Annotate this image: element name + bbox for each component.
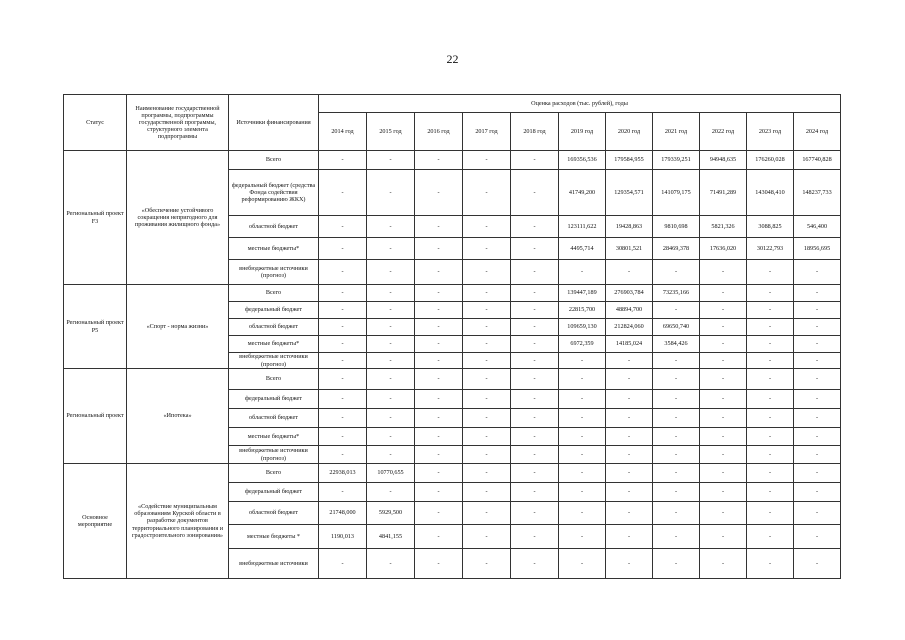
value-cell: - — [367, 285, 415, 302]
value-cell: - — [794, 302, 841, 319]
value-cell: - — [794, 483, 841, 502]
section-status: Основное мероприятие — [64, 464, 127, 579]
value-cell: - — [415, 170, 463, 216]
value-cell: - — [367, 369, 415, 390]
value-cell: - — [700, 302, 747, 319]
value-cell: 212824,060 — [606, 319, 653, 336]
funding-source: областной бюджет — [229, 319, 319, 336]
value-cell: - — [319, 390, 367, 409]
value-cell: - — [415, 369, 463, 390]
value-cell: - — [606, 353, 653, 369]
value-cell: - — [511, 285, 559, 302]
value-cell: 18956,695 — [794, 238, 841, 260]
funding-source: внебюджетные источники (прогноз) — [229, 446, 319, 464]
value-cell: - — [463, 525, 511, 549]
value-cell: - — [559, 502, 606, 525]
value-cell: - — [700, 428, 747, 446]
value-cell: - — [319, 170, 367, 216]
header-name: Наименование государственной программы, подпрограммы государственной программы, структурного элемента подпрограммы — [127, 95, 229, 151]
header-year: 2018 год — [511, 113, 559, 151]
value-cell: - — [606, 428, 653, 446]
funding-source: внебюджетные источники (прогноз) — [229, 260, 319, 285]
funding-source: федеральный бюджет (средства Фонда содействия реформированию ЖКХ) — [229, 170, 319, 216]
value-cell: - — [415, 549, 463, 579]
value-cell: - — [559, 390, 606, 409]
header-sources: Источники финансирования — [229, 95, 319, 151]
value-cell: - — [415, 464, 463, 483]
value-cell: - — [367, 428, 415, 446]
value-cell: - — [415, 238, 463, 260]
value-cell: - — [319, 319, 367, 336]
value-cell: - — [463, 353, 511, 369]
value-cell: - — [747, 428, 794, 446]
funding-source: местные бюджеты* — [229, 238, 319, 260]
value-cell: - — [463, 170, 511, 216]
value-cell: - — [367, 549, 415, 579]
value-cell: - — [319, 285, 367, 302]
value-cell: - — [794, 336, 841, 353]
value-cell: - — [415, 446, 463, 464]
value-cell: - — [794, 464, 841, 483]
value-cell: - — [415, 260, 463, 285]
funding-source: Всего — [229, 464, 319, 483]
header-year: 2023 год — [747, 113, 794, 151]
value-cell: 276903,784 — [606, 285, 653, 302]
value-cell: - — [700, 502, 747, 525]
value-cell: - — [653, 464, 700, 483]
value-cell: 129354,571 — [606, 170, 653, 216]
value-cell: - — [319, 483, 367, 502]
value-cell: 179584,955 — [606, 151, 653, 170]
value-cell: - — [794, 446, 841, 464]
value-cell: - — [415, 428, 463, 446]
value-cell: - — [463, 483, 511, 502]
value-cell: - — [747, 319, 794, 336]
value-cell: - — [319, 238, 367, 260]
value-cell: - — [511, 170, 559, 216]
value-cell: - — [511, 446, 559, 464]
value-cell: 69650,740 — [653, 319, 700, 336]
value-cell: - — [319, 549, 367, 579]
header-row-1 — [64, 95, 841, 113]
header-year: 2015 год — [367, 113, 415, 151]
value-cell: - — [606, 260, 653, 285]
value-cell: - — [463, 151, 511, 170]
value-cell: - — [606, 502, 653, 525]
funding-source: Всего — [229, 369, 319, 390]
value-cell: - — [367, 353, 415, 369]
funding-source: федеральный бюджет — [229, 302, 319, 319]
table-row — [64, 151, 841, 170]
value-cell: - — [463, 216, 511, 238]
value-cell: 22815,700 — [559, 302, 606, 319]
value-cell: 123111,622 — [559, 216, 606, 238]
value-cell: - — [367, 302, 415, 319]
value-cell: - — [319, 302, 367, 319]
value-cell: - — [794, 319, 841, 336]
value-cell: - — [747, 549, 794, 579]
value-cell: - — [747, 302, 794, 319]
value-cell: - — [747, 464, 794, 483]
value-cell: - — [463, 390, 511, 409]
value-cell: - — [511, 319, 559, 336]
value-cell: - — [653, 390, 700, 409]
value-cell: - — [367, 409, 415, 428]
value-cell: - — [606, 446, 653, 464]
value-cell: - — [747, 336, 794, 353]
value-cell: - — [463, 285, 511, 302]
value-cell: - — [511, 353, 559, 369]
value-cell: - — [559, 353, 606, 369]
value-cell: 5929,500 — [367, 502, 415, 525]
value-cell: - — [794, 549, 841, 579]
value-cell: - — [511, 525, 559, 549]
value-cell: - — [511, 390, 559, 409]
value-cell: - — [653, 502, 700, 525]
value-cell: - — [700, 369, 747, 390]
value-cell: - — [559, 483, 606, 502]
table-row — [64, 369, 841, 390]
value-cell: 71491,289 — [700, 170, 747, 216]
value-cell: - — [653, 260, 700, 285]
value-cell: - — [319, 428, 367, 446]
value-cell: - — [653, 409, 700, 428]
value-cell: - — [415, 525, 463, 549]
value-cell: - — [794, 428, 841, 446]
value-cell: - — [463, 464, 511, 483]
value-cell: - — [794, 260, 841, 285]
funding-source: местные бюджеты * — [229, 525, 319, 549]
value-cell: - — [700, 285, 747, 302]
value-cell: 73235,166 — [653, 285, 700, 302]
value-cell: - — [463, 446, 511, 464]
value-cell: 546,400 — [794, 216, 841, 238]
value-cell: 167740,828 — [794, 151, 841, 170]
funding-source: местные бюджеты* — [229, 428, 319, 446]
value-cell: - — [511, 302, 559, 319]
value-cell: - — [367, 319, 415, 336]
value-cell: - — [511, 502, 559, 525]
value-cell: - — [319, 260, 367, 285]
value-cell: - — [415, 353, 463, 369]
value-cell: 148237,733 — [794, 170, 841, 216]
value-cell: - — [511, 216, 559, 238]
value-cell: - — [700, 464, 747, 483]
value-cell: - — [606, 409, 653, 428]
value-cell: - — [463, 428, 511, 446]
value-cell: - — [700, 549, 747, 579]
value-cell: - — [415, 502, 463, 525]
value-cell: 28469,378 — [653, 238, 700, 260]
funding-source: внебюджетные источники — [229, 549, 319, 579]
section-status: Региональный проект F3 — [64, 151, 127, 285]
value-cell: 4841,155 — [367, 525, 415, 549]
value-cell: - — [559, 549, 606, 579]
value-cell: - — [511, 409, 559, 428]
value-cell: - — [511, 151, 559, 170]
value-cell: - — [511, 238, 559, 260]
value-cell: 143048,410 — [747, 170, 794, 216]
value-cell: - — [559, 409, 606, 428]
header-estimate: Оценка расходов (тыс. рублей), годы — [319, 95, 841, 113]
value-cell: - — [606, 390, 653, 409]
value-cell: - — [511, 428, 559, 446]
value-cell: 4495,714 — [559, 238, 606, 260]
value-cell: - — [653, 369, 700, 390]
value-cell: - — [463, 302, 511, 319]
value-cell: - — [415, 151, 463, 170]
value-cell: - — [415, 216, 463, 238]
value-cell: - — [606, 483, 653, 502]
value-cell: - — [747, 390, 794, 409]
header-year: 2021 год — [653, 113, 700, 151]
value-cell: 10770,655 — [367, 464, 415, 483]
value-cell: 141079,175 — [653, 170, 700, 216]
header-year: 2022 год — [700, 113, 747, 151]
value-cell: - — [653, 302, 700, 319]
value-cell: - — [319, 369, 367, 390]
value-cell: - — [653, 483, 700, 502]
value-cell: - — [559, 464, 606, 483]
value-cell: 9810,698 — [653, 216, 700, 238]
value-cell: 5821,326 — [700, 216, 747, 238]
value-cell: 179339,251 — [653, 151, 700, 170]
value-cell: - — [319, 353, 367, 369]
value-cell: - — [653, 353, 700, 369]
value-cell: - — [511, 464, 559, 483]
value-cell: - — [700, 319, 747, 336]
value-cell: 3088,825 — [747, 216, 794, 238]
value-cell: 41749,200 — [559, 170, 606, 216]
value-cell: - — [794, 369, 841, 390]
value-cell: - — [747, 353, 794, 369]
page-number: 22 — [446, 52, 459, 66]
value-cell: - — [653, 428, 700, 446]
table-row — [64, 285, 841, 302]
value-cell: - — [319, 151, 367, 170]
value-cell: - — [747, 369, 794, 390]
value-cell: - — [700, 260, 747, 285]
value-cell: 14185,024 — [606, 336, 653, 353]
value-cell: - — [747, 409, 794, 428]
value-cell: - — [415, 285, 463, 302]
value-cell: - — [463, 409, 511, 428]
value-cell: - — [415, 409, 463, 428]
value-cell: - — [700, 409, 747, 428]
value-cell: - — [559, 369, 606, 390]
value-cell: - — [794, 390, 841, 409]
value-cell: - — [606, 549, 653, 579]
value-cell: - — [511, 260, 559, 285]
value-cell: - — [606, 525, 653, 549]
value-cell: - — [700, 483, 747, 502]
header-year: 2024 год — [794, 113, 841, 151]
value-cell: - — [794, 409, 841, 428]
value-cell: - — [367, 446, 415, 464]
value-cell: - — [559, 525, 606, 549]
value-cell: 94948,635 — [700, 151, 747, 170]
value-cell: - — [747, 483, 794, 502]
value-cell: - — [367, 151, 415, 170]
value-cell: - — [747, 285, 794, 302]
value-cell: - — [700, 353, 747, 369]
value-cell: - — [511, 369, 559, 390]
value-cell: - — [700, 525, 747, 549]
funding-source: Всего — [229, 151, 319, 170]
value-cell: - — [415, 336, 463, 353]
funding-source: внебюджетные источники (прогноз) — [229, 353, 319, 369]
section-status: Региональный проект Р5 — [64, 285, 127, 369]
value-cell: 176260,028 — [747, 151, 794, 170]
value-cell: 169356,536 — [559, 151, 606, 170]
value-cell: - — [319, 446, 367, 464]
section-name: «Спорт - норма жизни» — [127, 285, 229, 369]
funding-source: федеральный бюджет — [229, 390, 319, 409]
value-cell: - — [747, 446, 794, 464]
value-cell: - — [463, 502, 511, 525]
funding-source: областной бюджет — [229, 502, 319, 525]
header-year: 2016 год — [415, 113, 463, 151]
header-year: 2019 год — [559, 113, 606, 151]
value-cell: 30122,793 — [747, 238, 794, 260]
value-cell: - — [559, 428, 606, 446]
section-status: Региональный проект — [64, 369, 127, 464]
value-cell: - — [319, 216, 367, 238]
budget-table — [63, 94, 841, 579]
value-cell: - — [463, 336, 511, 353]
value-cell: - — [415, 319, 463, 336]
value-cell: - — [463, 549, 511, 579]
value-cell: - — [367, 216, 415, 238]
value-cell: - — [606, 369, 653, 390]
value-cell: - — [367, 170, 415, 216]
funding-source: областной бюджет — [229, 409, 319, 428]
value-cell: - — [319, 409, 367, 428]
value-cell: - — [794, 285, 841, 302]
value-cell: - — [653, 525, 700, 549]
value-cell: - — [415, 390, 463, 409]
funding-source: федеральный бюджет — [229, 483, 319, 502]
value-cell: - — [511, 549, 559, 579]
value-cell: - — [606, 464, 653, 483]
value-cell: - — [367, 238, 415, 260]
value-cell: - — [511, 483, 559, 502]
funding-source: местные бюджеты* — [229, 336, 319, 353]
value-cell: 22938,013 — [319, 464, 367, 483]
funding-source: областной бюджет — [229, 216, 319, 238]
section-name: «Ипотека» — [127, 369, 229, 464]
value-cell: - — [367, 390, 415, 409]
value-cell: 30801,521 — [606, 238, 653, 260]
value-cell: 6972,359 — [559, 336, 606, 353]
value-cell: 48894,700 — [606, 302, 653, 319]
value-cell: 139447,189 — [559, 285, 606, 302]
value-cell: - — [794, 353, 841, 369]
value-cell: - — [319, 336, 367, 353]
value-cell: - — [559, 260, 606, 285]
value-cell: 3584,426 — [653, 336, 700, 353]
value-cell: - — [415, 302, 463, 319]
value-cell: - — [794, 502, 841, 525]
header-year: 2020 год — [606, 113, 653, 151]
header-year: 2014 год — [319, 113, 367, 151]
value-cell: - — [747, 525, 794, 549]
value-cell: 21748,000 — [319, 502, 367, 525]
value-cell: - — [794, 525, 841, 549]
value-cell: - — [463, 369, 511, 390]
value-cell: - — [511, 336, 559, 353]
value-cell: - — [747, 502, 794, 525]
value-cell: 17636,020 — [700, 238, 747, 260]
section-name: «Содействие муниципальным образованиям Курской области в разработке документов территориального планирования и градостроительного зонирования» — [127, 464, 229, 579]
funding-source: Всего — [229, 285, 319, 302]
value-cell: 19428,863 — [606, 216, 653, 238]
value-cell: 1190,013 — [319, 525, 367, 549]
value-cell: - — [747, 260, 794, 285]
value-cell: 109659,130 — [559, 319, 606, 336]
value-cell: - — [559, 446, 606, 464]
section-name: «Обеспечение устойчивого сокращения непригодного для проживания жилищного фонда» — [127, 151, 229, 285]
header-year: 2017 год — [463, 113, 511, 151]
value-cell: - — [700, 336, 747, 353]
value-cell: - — [415, 483, 463, 502]
header-status: Статус — [64, 95, 127, 151]
value-cell: - — [463, 260, 511, 285]
value-cell: - — [463, 319, 511, 336]
value-cell: - — [367, 336, 415, 353]
value-cell: - — [463, 238, 511, 260]
table-row — [64, 464, 841, 483]
value-cell: - — [700, 446, 747, 464]
value-cell: - — [367, 260, 415, 285]
value-cell: - — [367, 483, 415, 502]
value-cell: - — [653, 446, 700, 464]
value-cell: - — [653, 549, 700, 579]
value-cell: - — [700, 390, 747, 409]
